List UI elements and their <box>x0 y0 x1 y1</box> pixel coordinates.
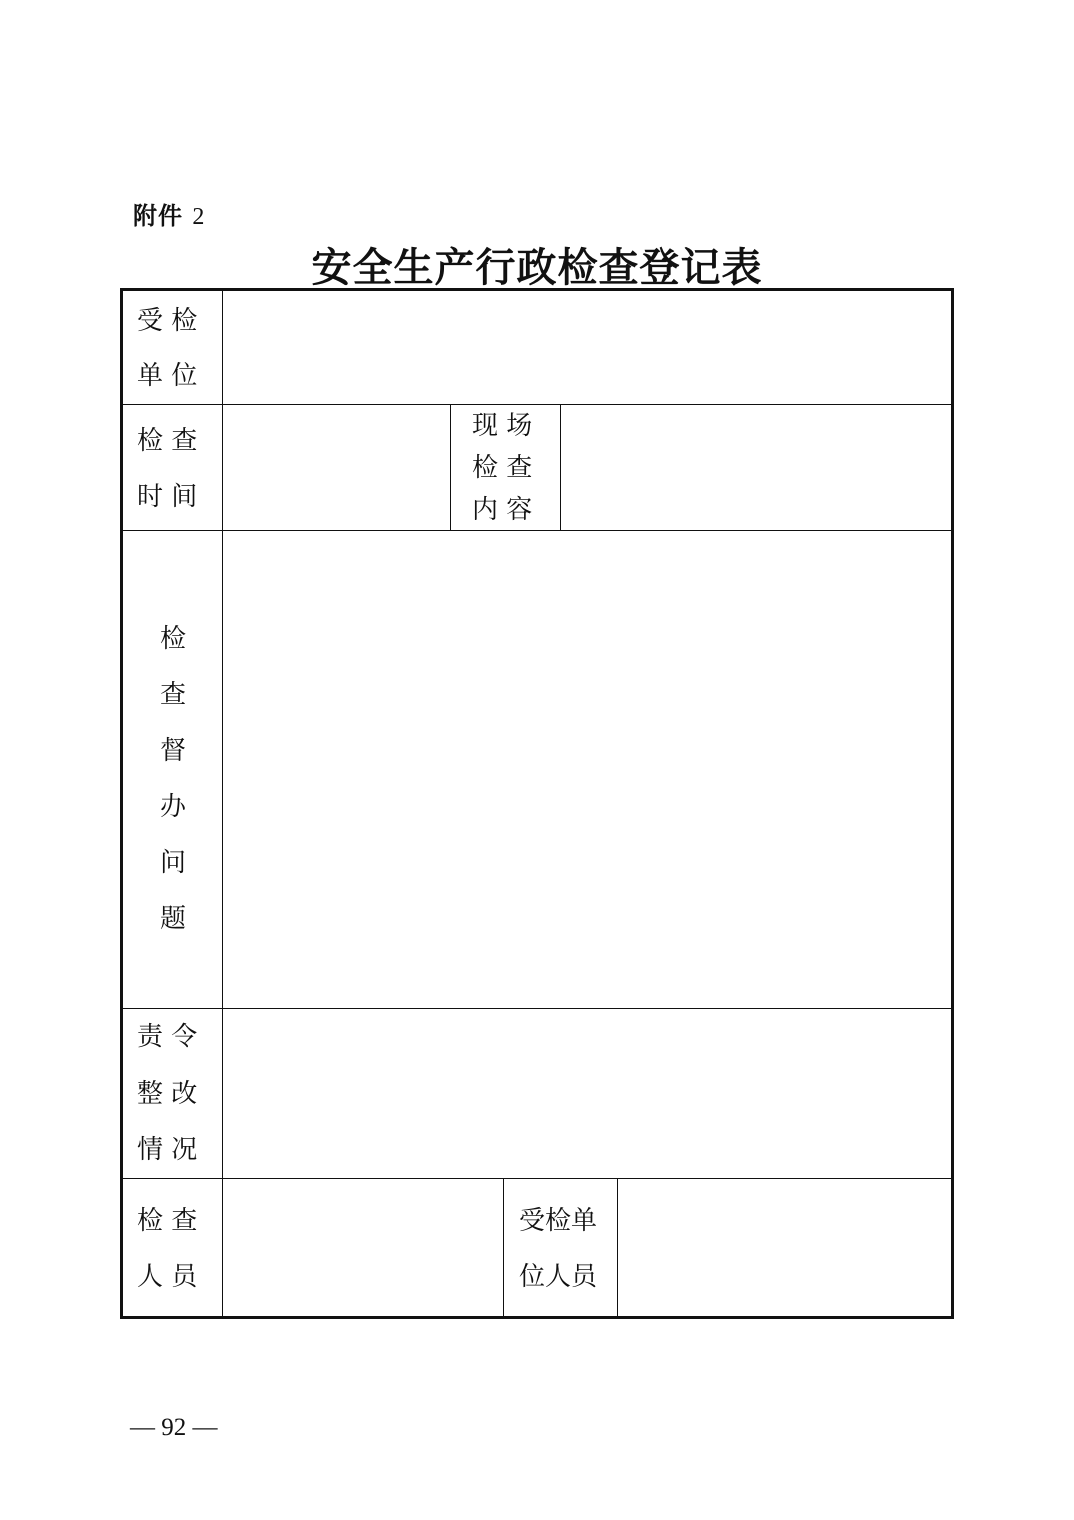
issues-label-char: 督 <box>160 736 187 766</box>
column-divider <box>503 1178 504 1316</box>
issues-label-char: 查 <box>160 680 187 710</box>
inspection-time-label-line2: 时 间 <box>137 482 198 512</box>
rectification-field[interactable] <box>223 1009 954 1178</box>
inspected-unit-label-line1: 受 检 <box>137 306 198 336</box>
issues-field[interactable] <box>223 531 954 1008</box>
column-divider <box>450 404 451 530</box>
rectification-label-line3: 情 况 <box>137 1135 198 1165</box>
inspectors-label-line2: 人 员 <box>137 1262 198 1292</box>
issues-label-char: 题 <box>160 904 187 934</box>
rectification-label-line2: 整 改 <box>137 1079 198 1109</box>
onsite-content-label-line2: 检 查 <box>472 453 533 483</box>
attachment-text: 附件 <box>133 202 183 230</box>
attachment-label <box>133 196 205 231</box>
inspected-unit-label-line2: 单 位 <box>137 361 198 391</box>
issues-label-char: 问 <box>160 848 187 878</box>
unit-personnel-label-line1: 受检单 <box>519 1206 598 1236</box>
inspection-time-label-line1: 检 查 <box>137 426 198 456</box>
onsite-content-label-line3: 内 容 <box>472 495 533 525</box>
issues-label-char: 检 <box>160 624 187 654</box>
onsite-content-label-line1: 现 场 <box>472 411 533 441</box>
rectification-label-line1: 责 令 <box>137 1022 198 1052</box>
inspected-unit-field[interactable] <box>223 291 954 404</box>
registration-form-table <box>120 288 954 1319</box>
attachment-number: 2 <box>192 204 206 230</box>
issues-label-char: 办 <box>160 792 187 822</box>
onsite-content-field[interactable] <box>561 405 954 530</box>
unit-personnel-field[interactable] <box>618 1179 954 1316</box>
inspection-time-field[interactable] <box>223 405 450 530</box>
inspectors-label-line1: 检 查 <box>137 1206 198 1236</box>
unit-personnel-label-line2: 位人员 <box>519 1262 598 1292</box>
inspectors-field[interactable] <box>223 1179 503 1316</box>
form-title: 安全生产行政检查登记表 <box>311 244 763 291</box>
page-number: — 92 — <box>130 1414 218 1441</box>
